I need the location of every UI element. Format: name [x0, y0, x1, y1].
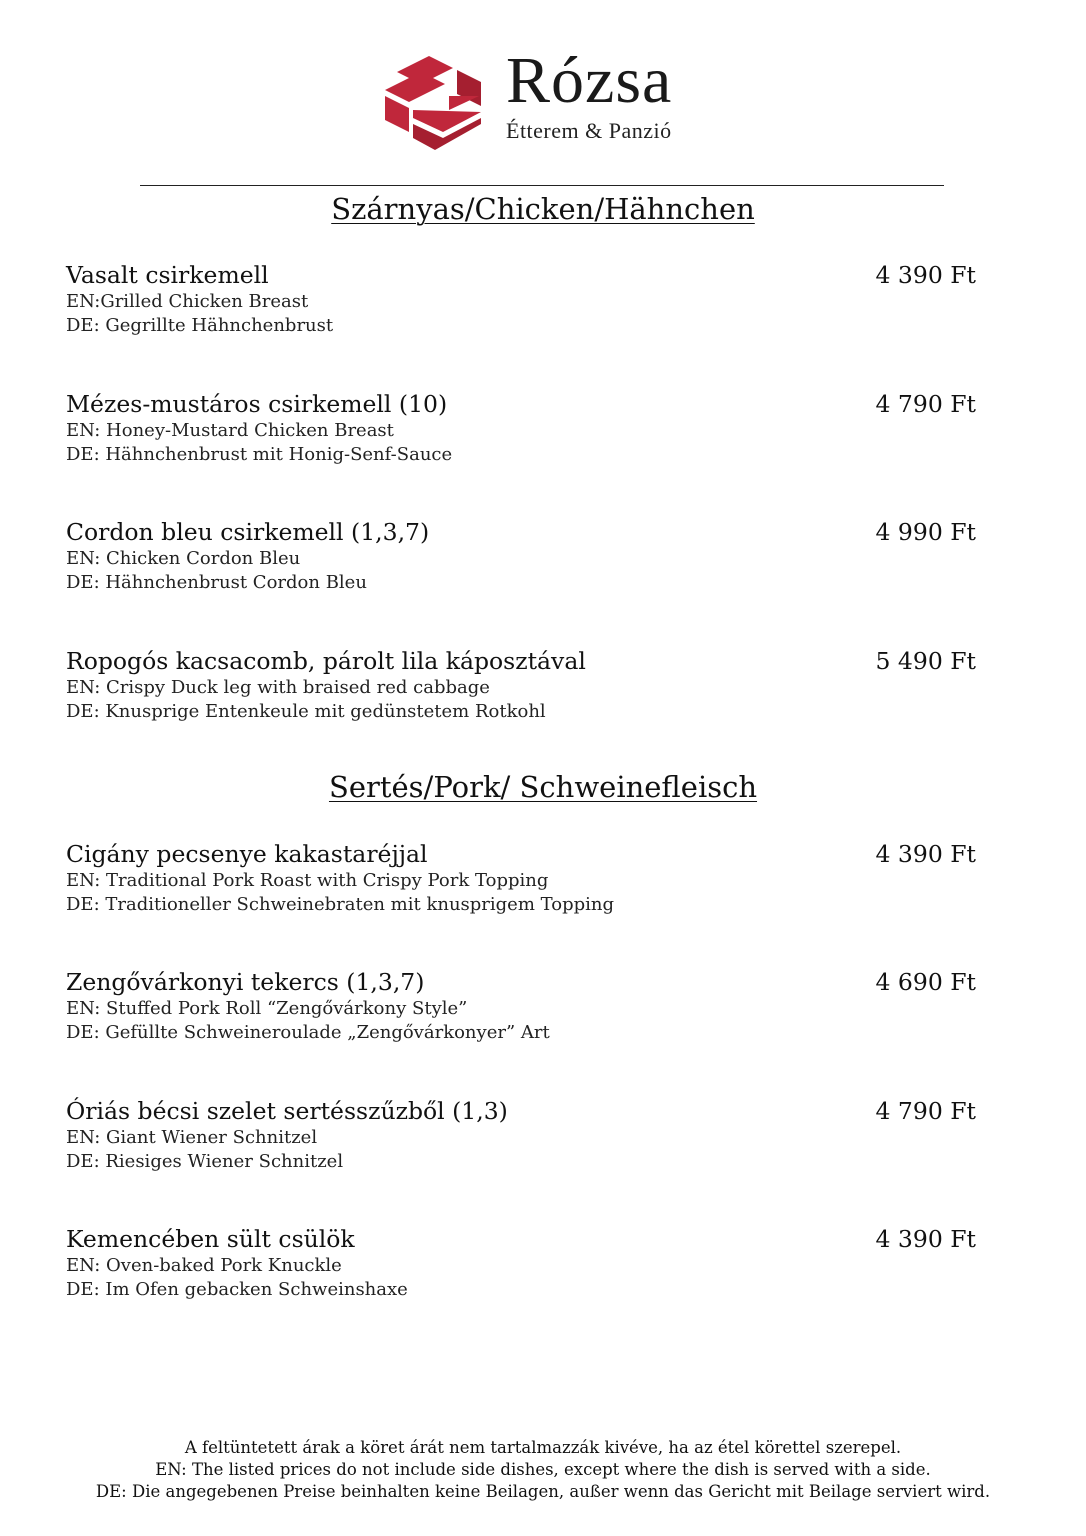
- item-name: Cigány pecsenye kakastaréjjal: [66, 840, 428, 868]
- item-price: 4 390 Ft: [875, 261, 976, 289]
- item-de: DE: Gefüllte Schweineroulade „Zengővárkonyer” Art: [66, 1022, 550, 1043]
- item-en: EN: Oven-baked Pork Knuckle: [66, 1255, 342, 1276]
- disclaimer-hu: A feltüntetett árak a köret árát nem tartalmazzák kivéve, ha az étel körettel szerepel.: [184, 1438, 902, 1457]
- menu-item: [66, 968, 976, 1048]
- item-en: EN: Honey-Mustard Chicken Breast: [66, 420, 394, 441]
- menu-item: [66, 647, 976, 727]
- item-name: Kemencében sült csülök: [66, 1225, 355, 1253]
- item-de: DE: Im Ofen gebacken Schweinshaxe: [66, 1279, 408, 1300]
- disclaimer-de: DE: Die angegebenen Preise beinhalten keine Beilagen, außer wenn das Gericht mit Beilage serviert wird.: [95, 1482, 991, 1501]
- item-name: Óriás bécsi szelet sertésszűzből (1,3): [66, 1097, 508, 1125]
- item-de: DE: Traditioneller Schweinebraten mit knusprigem Topping: [66, 894, 614, 915]
- item-name: Vasalt csirkemell: [66, 261, 269, 289]
- item-en: EN: Giant Wiener Schnitzel: [66, 1127, 318, 1148]
- disclaimer-en: EN: The listed prices do not include side dishes, except where the dish is served with a side.: [155, 1460, 931, 1479]
- item-price: 4 790 Ft: [875, 390, 976, 418]
- item-name: Ropogós kacsacomb, párolt lila káposztával: [66, 647, 586, 675]
- item-de: DE: Hähnchenbrust Cordon Bleu: [66, 572, 367, 593]
- item-de: DE: Hähnchenbrust mit Honig-Senf-Sauce: [66, 444, 453, 465]
- item-price: 4 390 Ft: [875, 840, 976, 868]
- item-price: 4 990 Ft: [875, 518, 976, 546]
- item-price: 4 390 Ft: [875, 1225, 976, 1253]
- menu-item: [66, 261, 976, 341]
- item-name: Zengővárkonyi tekercs (1,3,7): [66, 968, 425, 996]
- item-en: EN: Stuffed Pork Roll “Zengővárkony Style”: [66, 998, 468, 1019]
- section-title-pork: Sertés/Pork/ Schweinefleisch: [328, 770, 758, 804]
- menu-item: [66, 1097, 976, 1177]
- item-en: EN: Traditional Pork Roast with Crispy Pork Topping: [66, 870, 549, 891]
- menu-item: [66, 1225, 976, 1305]
- item-price: 4 690 Ft: [875, 968, 976, 996]
- item-name: Cordon bleu csirkemell (1,3,7): [66, 518, 430, 546]
- rose-logo-icon: [383, 52, 487, 152]
- header-divider: [140, 185, 944, 186]
- price-disclaimer: [0, 1437, 1086, 1503]
- restaurant-name: Rózsa: [506, 44, 673, 117]
- menu-item: [66, 390, 976, 470]
- item-de: DE: Knusprige Entenkeule mit gedünstetem Rotkohl: [66, 701, 546, 722]
- item-price: 4 790 Ft: [875, 1097, 976, 1125]
- restaurant-subtitle: Étterem & Panzió: [506, 118, 672, 143]
- item-en: EN: Crispy Duck leg with braised red cabbage: [66, 677, 490, 698]
- section-title-chicken: Szárnyas/Chicken/Hähnchen: [331, 192, 755, 226]
- item-de: DE: Riesiges Wiener Schnitzel: [66, 1151, 344, 1172]
- item-de: DE: Gegrillte Hähnchenbrust: [66, 315, 334, 336]
- item-name: Mézes-mustáros csirkemell (10): [66, 390, 448, 418]
- item-price: 5 490 Ft: [875, 647, 976, 675]
- item-en: EN:Grilled Chicken Breast: [66, 291, 309, 312]
- item-en: EN: Chicken Cordon Bleu: [66, 548, 301, 569]
- menu-item: [66, 840, 976, 920]
- restaurant-logo: [383, 44, 713, 157]
- menu-item: [66, 518, 976, 598]
